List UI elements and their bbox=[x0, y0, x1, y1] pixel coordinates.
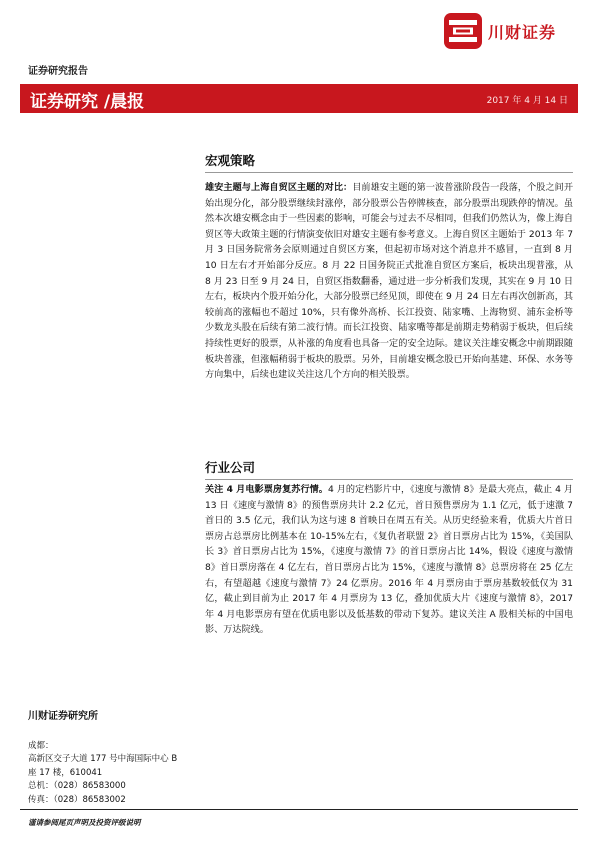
report-date: 2017 年 4 月 14 日 bbox=[486, 96, 568, 106]
section-divider bbox=[205, 479, 573, 480]
address-line: 座 17 楼，610041 bbox=[28, 767, 103, 778]
chuancai-logo-icon bbox=[444, 13, 482, 49]
paragraph-body: 目前雄安主题的第一波普涨阶段告一段落，个股之间开始出现分化，部分股票继续封涨停，部分股票公告停牌核查，部分股票出现跌停的情况。虽然本次雄安概念由于一些因素的影响，可能会与过去不尽相同，但我们仍然认为，像上海自贸区等大政策主题的行情演变依旧对雄安主题有参考意义。上海自贸区主题始于 2013 年 7 月 3 日国务院常务会原则通过自贸区方案，但起初市场对这个消息并不感冒，一直到 8 月 10 日左右才开始部分反应。8 月 22 日国务院正式批准自贸区方案后，板块出现普涨，从 8 月 23 日至 9 月 24 日，自贸区指数翻番，通过进一步分析我们发现，其实在 9 月 10 日左右，板块内个股开始分化，大部分股票已经见顶，即使在 9 月 24 日左右再次创新高，其较前高的涨幅也不超过 10%，只有像外高桥、长江投资、陆家嘴、上海物贸、浦东金桥等少数龙头股在后续有第二波行情。而长江投资、陆家嘴等都是前期走势稍弱于板块，但后续持续性更好的股票，从补涨的角度看也具备一定的安全边际。建议关注雄安概念中前期跟随板块普涨，但涨幅稍弱于板块的股票。另外，目前雄安概念股已开始向基建、环保、水务等方向集中，后续也建议关注这几个方向的相关股票。 bbox=[205, 183, 574, 381]
macro-strategy-paragraph bbox=[205, 181, 573, 384]
paragraph-body: 4 月的定档影片中，《速度与激情 8》是最大亮点，截止 4 月 13 日《速度与激情 8》的预售票房共计 2.2 亿元，首日预售票房为 1.1 亿元，低于速激 7 首日的 3.5 亿元，我们认为这与速 8 首映日在周五有关。从历史经验来看，优质大片首日票房占总票房比例基本在 10-15%左右，《复仇者联盟 2》首日票房占比为 15%，《美国队长 3》首日票房占比为 15%，《速度与激情 7》的首日票房占比 14%，假设《速度与激情 8》首日票房落在 4 亿左右，首日票房占比为 15%，《速度与激情 8》总票房将在 25 亿左右，有望超越《速度与激情 7》24 亿票房。2016 年 4 月票房由于票房基数较低仅为 31 亿，截止到目前为止 2017 年 4 月票房为 13 亿，叠加优质大片《速度与激情 8》，2017 年 4 月电影票房有望在优质电影以及低基数的带动下复苏。建议关注 A 股相关标的中国电影、万达院线。 bbox=[205, 485, 573, 636]
brand-name: 川财证券 bbox=[488, 22, 557, 42]
title-banner bbox=[20, 84, 578, 113]
banner-title: 证券研究 /晨报 bbox=[30, 92, 145, 112]
paragraph-lead: 雄安主题与上海自贸区主题的对比： bbox=[205, 183, 353, 193]
brand-logo bbox=[444, 12, 570, 50]
address-line: 高新区交子大道 177 号中海国际中心 B bbox=[28, 754, 178, 765]
industry-company-paragraph bbox=[205, 483, 573, 639]
paragraph-lead: 关注 4 月电影票房复苏行情。 bbox=[205, 485, 328, 495]
institute-name: 川财证券研究所 bbox=[28, 711, 98, 722]
section-heading-macro: 宏观策略 bbox=[205, 153, 256, 168]
report-type-label: 证券研究报告 bbox=[28, 66, 88, 77]
section-divider bbox=[205, 172, 573, 173]
disclaimer-note: 谨请参阅尾页声明及投资评级说明 bbox=[28, 818, 141, 827]
contact-address bbox=[28, 740, 218, 807]
fax-line: 传真：（028）86583002 bbox=[28, 794, 126, 805]
section-heading-industry: 行业公司 bbox=[205, 460, 256, 475]
phone-line: 总机：（028）86583000 bbox=[28, 781, 126, 792]
address-line: 成都： bbox=[28, 741, 54, 751]
footer-divider bbox=[20, 809, 578, 810]
